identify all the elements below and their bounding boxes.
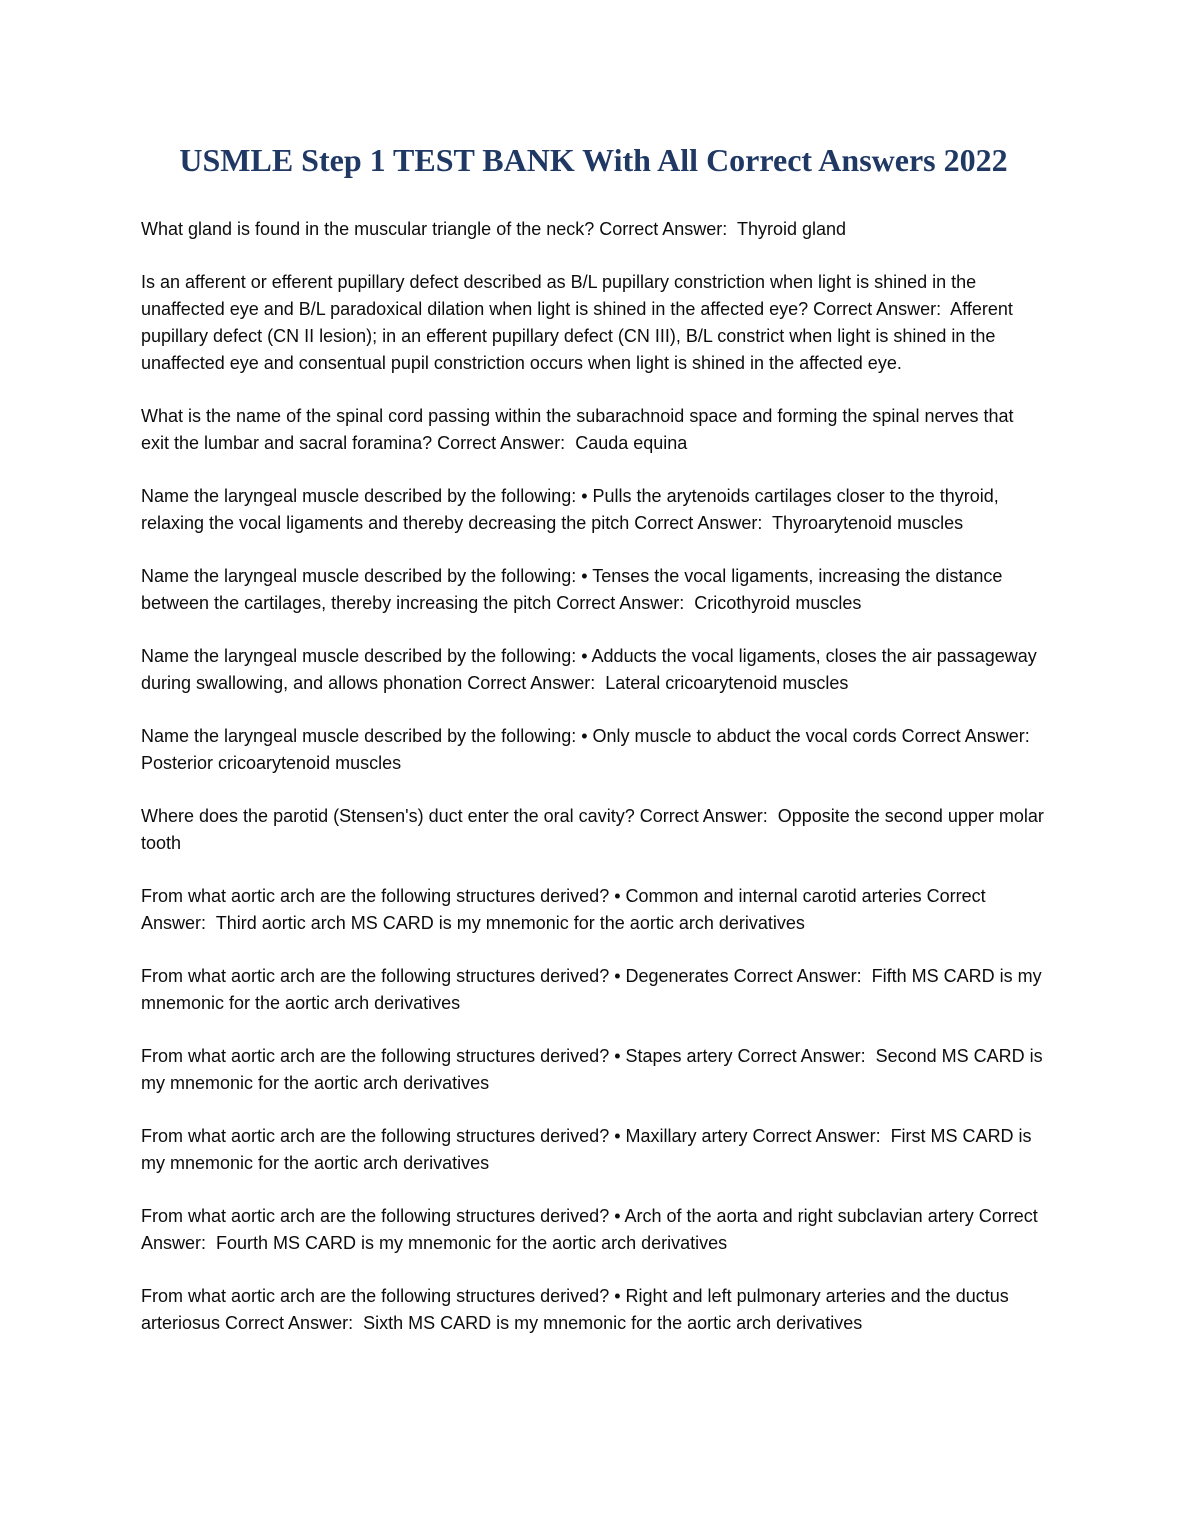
qa-paragraph: From what aortic arch are the following structures derived? • Stapes artery Correct Answer: Second MS CARD is my mnemonic for the aortic arch derivatives [141, 1046, 1048, 1093]
qa-paragraph: From what aortic arch are the following structures derived? • Common and internal carotid arteries Correct Answer: Third aortic arch MS CARD is my mnemonic for the aortic arch derivatives [141, 886, 990, 933]
qa-paragraph: Name the laryngeal muscle described by the following: • Adducts the vocal ligaments, closes the air passageway during swallowing, and allows phonation Correct Answer: Lateral cricoarytenoid muscles [141, 646, 1042, 693]
qa-paragraph: From what aortic arch are the following structures derived? • Maxillary artery Correct Answer: First MS CARD is my mnemonic for the aortic arch derivatives [141, 1126, 1037, 1173]
qa-paragraph: Name the laryngeal muscle described by the following: • Tenses the vocal ligaments, increasing the distance between the cartilages, thereby increasing the pitch Correct Answer: Cricothyroid muscles [141, 566, 1008, 613]
qa-paragraph: Name the laryngeal muscle described by the following: • Only muscle to abduct the vocal cords Correct Answer: Posterior cricoarytenoid muscles [141, 726, 1040, 773]
qa-paragraph: From what aortic arch are the following structures derived? • Arch of the aorta and right subclavian artery Correct Answer: Fourth MS CARD is my mnemonic for the aortic arch derivatives [141, 1206, 1042, 1253]
qa-paragraph: What gland is found in the muscular triangle of the neck? Correct Answer: Thyroid gland [141, 219, 847, 239]
document-title: USMLE Step 1 TEST BANK With All Correct Answers 2022 [179, 142, 1008, 178]
qa-paragraph: What is the name of the spinal cord passing within the subarachnoid space and forming the spinal nerves that exit the lumbar and sacral foramina? Correct Answer: Cauda equina [141, 406, 1019, 453]
qa-paragraph: From what aortic arch are the following structures derived? • Degenerates Correct Answer: Fifth MS CARD is my mnemonic for the aortic arch derivatives [141, 966, 1047, 1013]
qa-paragraph: From what aortic arch are the following structures derived? • Right and left pulmonary arteries and the ductus arteriosus Correct Answer: Sixth MS CARD is my mnemonic for the aortic arch derivatives [141, 1286, 1014, 1333]
qa-paragraph: Where does the parotid (Stensen's) duct enter the oral cavity? Correct Answer: Opposite the second upper molar tooth [141, 806, 1049, 853]
qa-paragraph: Name the laryngeal muscle described by the following: • Pulls the arytenoids cartilages closer to the thyroid, relaxing the vocal ligaments and thereby decreasing the pitch Correct Answer: Thyroarytenoid muscles [141, 486, 1004, 533]
qa-paragraph: Is an afferent or efferent pupillary defect described as B/L pupillary constriction when light is shined in the unaffected eye and B/L paradoxical dilation when light is shined in the affected eye? Correct Answer: Afferent pupillary defect (CN II lesion); in an efferent pupillary defect (CN III), B/L constrict when light is shined in the unaffected eye and consentual pupil constriction occurs when light is shined in the affected eye. [141, 272, 1018, 373]
